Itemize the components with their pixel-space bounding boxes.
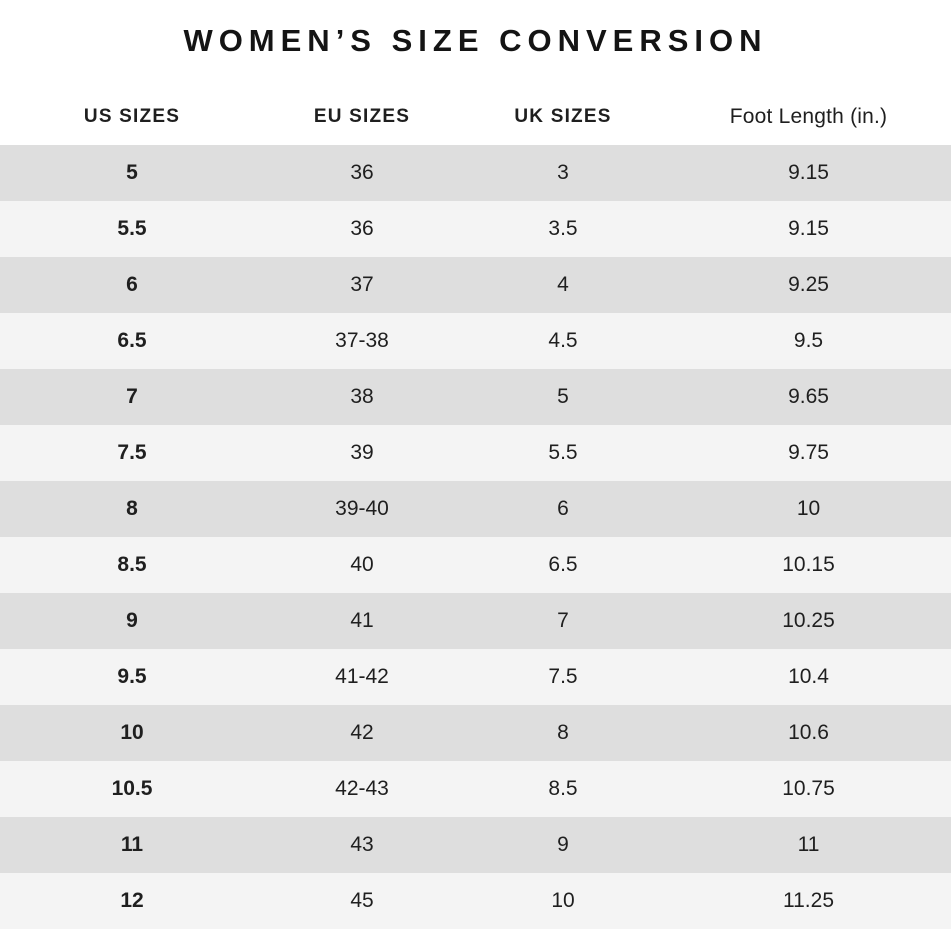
table-header-row bbox=[0, 89, 951, 145]
size-conversion-table bbox=[0, 89, 951, 929]
table-row bbox=[0, 761, 951, 817]
page-title: WOMEN’S SIZE CONVERSION bbox=[183, 23, 768, 58]
cell-us-size: 7.5 bbox=[0, 425, 264, 481]
cell-us-size: 5.5 bbox=[0, 201, 264, 257]
column-header-us-sizes: US SIZES bbox=[0, 89, 264, 145]
cell-us-size: 8.5 bbox=[0, 537, 264, 593]
cell-foot-length: 11.25 bbox=[666, 873, 951, 929]
cell-foot-length: 10 bbox=[666, 481, 951, 537]
cell-foot-length: 9.25 bbox=[666, 257, 951, 313]
table-row bbox=[0, 593, 951, 649]
cell-uk-size: 4 bbox=[460, 257, 666, 313]
table-row bbox=[0, 369, 951, 425]
table-row bbox=[0, 481, 951, 537]
cell-eu-size: 36 bbox=[264, 145, 460, 201]
cell-foot-length: 10.15 bbox=[666, 537, 951, 593]
cell-us-size: 8 bbox=[0, 481, 264, 537]
cell-uk-size: 3 bbox=[460, 145, 666, 201]
cell-eu-size: 39 bbox=[264, 425, 460, 481]
table-row bbox=[0, 257, 951, 313]
cell-uk-size: 8.5 bbox=[460, 761, 666, 817]
cell-us-size: 12 bbox=[0, 873, 264, 929]
table-row bbox=[0, 537, 951, 593]
cell-eu-size: 39-40 bbox=[264, 481, 460, 537]
table-row bbox=[0, 705, 951, 761]
cell-foot-length: 10.4 bbox=[666, 649, 951, 705]
cell-us-size: 10 bbox=[0, 705, 264, 761]
table-row bbox=[0, 649, 951, 705]
cell-eu-size: 42 bbox=[264, 705, 460, 761]
cell-eu-size: 41 bbox=[264, 593, 460, 649]
cell-foot-length: 9.15 bbox=[666, 201, 951, 257]
cell-foot-length: 9.15 bbox=[666, 145, 951, 201]
cell-us-size: 10.5 bbox=[0, 761, 264, 817]
cell-us-size: 11 bbox=[0, 817, 264, 873]
cell-us-size: 6.5 bbox=[0, 313, 264, 369]
table-row bbox=[0, 145, 951, 201]
cell-eu-size: 38 bbox=[264, 369, 460, 425]
cell-eu-size: 37-38 bbox=[264, 313, 460, 369]
cell-eu-size: 45 bbox=[264, 873, 460, 929]
cell-foot-length: 9.5 bbox=[666, 313, 951, 369]
cell-eu-size: 41-42 bbox=[264, 649, 460, 705]
cell-us-size: 6 bbox=[0, 257, 264, 313]
cell-eu-size: 42-43 bbox=[264, 761, 460, 817]
cell-uk-size: 3.5 bbox=[460, 201, 666, 257]
cell-uk-size: 5.5 bbox=[460, 425, 666, 481]
cell-eu-size: 37 bbox=[264, 257, 460, 313]
column-header-uk-sizes: UK SIZES bbox=[460, 89, 666, 145]
cell-uk-size: 4.5 bbox=[460, 313, 666, 369]
cell-uk-size: 5 bbox=[460, 369, 666, 425]
cell-eu-size: 36 bbox=[264, 201, 460, 257]
table-row bbox=[0, 201, 951, 257]
cell-foot-length: 10.6 bbox=[666, 705, 951, 761]
cell-uk-size: 7 bbox=[460, 593, 666, 649]
cell-us-size: 9.5 bbox=[0, 649, 264, 705]
size-conversion-table-container bbox=[0, 89, 951, 929]
cell-foot-length: 9.75 bbox=[666, 425, 951, 481]
column-header-foot-length: Foot Length (in.) bbox=[666, 89, 951, 145]
cell-uk-size: 8 bbox=[460, 705, 666, 761]
table-body bbox=[0, 145, 951, 929]
cell-uk-size: 6 bbox=[460, 481, 666, 537]
cell-foot-length: 11 bbox=[666, 817, 951, 873]
cell-eu-size: 40 bbox=[264, 537, 460, 593]
cell-uk-size: 7.5 bbox=[460, 649, 666, 705]
table-row bbox=[0, 425, 951, 481]
cell-foot-length: 9.65 bbox=[666, 369, 951, 425]
table-header bbox=[0, 89, 951, 145]
table-row bbox=[0, 817, 951, 873]
table-row bbox=[0, 313, 951, 369]
table-row bbox=[0, 873, 951, 929]
cell-us-size: 7 bbox=[0, 369, 264, 425]
cell-foot-length: 10.75 bbox=[666, 761, 951, 817]
cell-eu-size: 43 bbox=[264, 817, 460, 873]
cell-uk-size: 9 bbox=[460, 817, 666, 873]
cell-foot-length: 10.25 bbox=[666, 593, 951, 649]
cell-uk-size: 6.5 bbox=[460, 537, 666, 593]
cell-us-size: 5 bbox=[0, 145, 264, 201]
cell-us-size: 9 bbox=[0, 593, 264, 649]
cell-uk-size: 10 bbox=[460, 873, 666, 929]
column-header-eu-sizes: EU SIZES bbox=[264, 89, 460, 145]
